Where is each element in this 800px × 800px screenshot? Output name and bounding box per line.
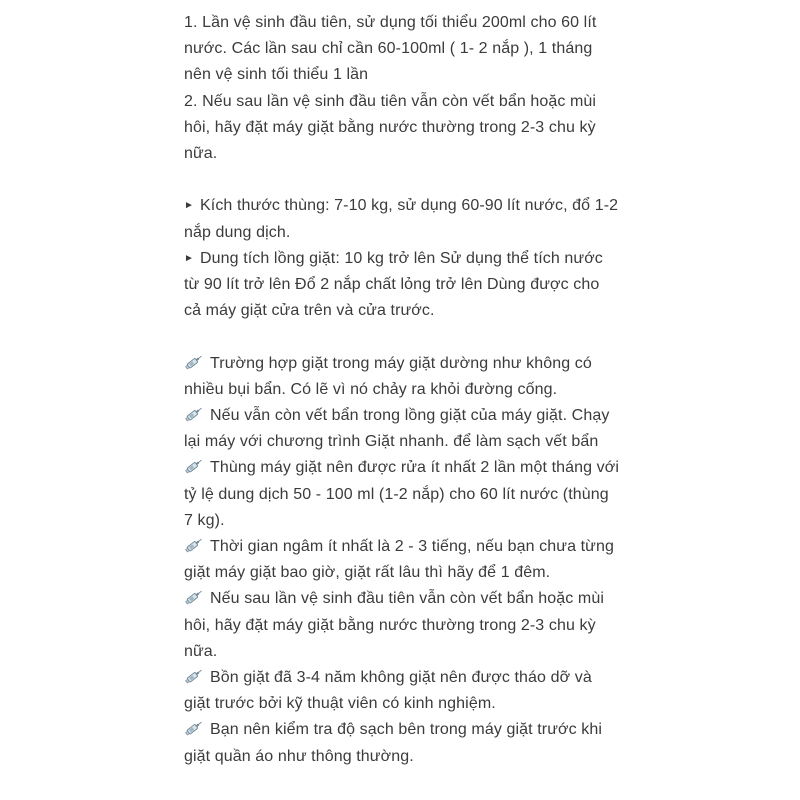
spacer	[184, 324, 620, 350]
spec-item-1	[184, 193, 620, 245]
spec-item-2	[184, 246, 620, 325]
syringe-icon	[184, 537, 204, 553]
tip-text: Thùng máy giặt nên được rửa ít nhất 2 lần một tháng với tỷ lệ dung dịch 50 - 100 ml (1-2 nắp) cho 60 lít nước (thùng 7 kg).	[184, 459, 620, 529]
syringe-icon	[184, 668, 204, 684]
tip-text: Bồn giặt đã 3-4 năm không giặt nên được tháo dỡ và giặt trước bởi kỹ thuật viên có kinh nghiệm.	[184, 669, 592, 713]
tip-item	[184, 717, 620, 769]
tip-item	[184, 534, 620, 586]
right-pointer-icon: ►	[184, 252, 194, 264]
spec-item-2-text: Dung tích lồng giặt: 10 kg trở lên Sử dụng thể tích nước từ 90 lít trở lên Đổ 2 nắp chất lỏng trở lên Dùng được cho cả máy giặt cửa trên và cửa trước.	[184, 249, 603, 320]
tip-item	[184, 665, 620, 717]
syringe-icon	[184, 354, 204, 370]
tip-text: Thời gian ngâm ít nhất là 2 - 3 tiếng, nếu bạn chưa từng giặt máy giặt bao giờ, giặt rất lâu thì hãy để 1 đêm.	[184, 538, 614, 582]
instruction-paragraph-2: 2. Nếu sau lần vệ sinh đầu tiên vẫn còn vết bẩn hoặc mùi hôi, hãy đặt máy giặt bằng nước thường trong 2-3 chu kỳ nữa.	[184, 92, 597, 163]
right-pointer-icon: ►	[184, 200, 194, 212]
tip-item	[184, 403, 620, 455]
syringe-icon	[184, 589, 204, 605]
tip-text: Bạn nên kiểm tra độ sạch bên trong máy giặt trước khi giặt quần áo như thông thường.	[184, 721, 603, 765]
tip-text: Nếu vẫn còn vết bẩn trong lồng giặt của máy giặt. Chạy lại máy với chương trình Giặt nhanh. để làm sạch vết bẩn	[184, 407, 610, 451]
syringe-icon	[184, 720, 204, 736]
spacer	[184, 167, 620, 193]
syringe-icon	[184, 458, 204, 474]
note-content	[184, 10, 620, 770]
tip-item	[184, 586, 620, 665]
spec-item-1-text: Kích thước thùng: 7-10 kg, sử dụng 60-90 lít nước, đổ 1-2 nắp dung dịch.	[184, 197, 619, 241]
tip-text: Trường hợp giặt trong máy giặt dường như không có nhiều bụi bẩn. Có lẽ vì nó chảy ra khỏi đường cống.	[184, 354, 592, 398]
tip-item	[184, 455, 620, 534]
tip-text: Nếu sau lần vệ sinh đầu tiên vẫn còn vết bẩn hoặc mùi hôi, hãy đặt máy giặt bằng nước thường trong 2-3 chu kỳ nữa.	[184, 590, 604, 660]
tip-item	[184, 351, 620, 403]
instruction-paragraph-1: 1. Lần vệ sinh đầu tiên, sử dụng tối thiểu 200ml cho 60 lít nước. Các lần sau chỉ cần 60-100ml ( 1- 2 nắp ), 1 tháng nên vệ sinh tối thiểu 1 lần	[184, 14, 597, 84]
syringe-icon	[184, 406, 204, 422]
